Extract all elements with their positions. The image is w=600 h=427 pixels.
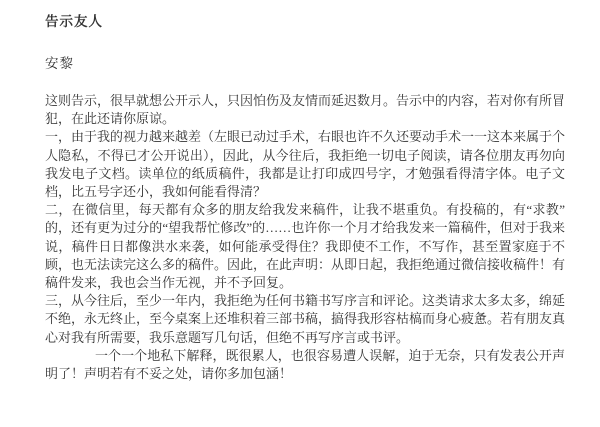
document-author: 安黎 [45, 56, 74, 71]
paragraph-closing: 一个一个地私下解释，既很累人，也很容易遭人误解，迫于无奈，只有发表公开声明了！声明若有不妥之处，请你多加包涵！ [45, 347, 565, 382]
paragraph-item-3: 三，从今往后，至少一年内，我拒绝为任何书籍书写序言和评论。这类请求太多太多，绵延不绝，永无终止，至今桌案上还堆积着三部书稿，搞得我形容枯槁而身心疲惫。若有朋友真心对我有所需要，我乐意题写几句话，但绝不再写序言或书评。 [45, 293, 566, 345]
paragraph-item-2: 二，在微信里，每天都有众多的朋友给我发来稿件，让我不堪重负。有投稿的，有“求教”的，还有更为过分的“望我帮忙修改”的……也许你一个月才给我发来一篇稿件，但对于我来说，稿件日日都像洪水来袭，如何能承受得住？我即使不工作，不写作，甚至置家庭于不顾，也无法读完这么多的稿件。因此，在此声明：从即日起，我拒绝通过微信接收稿件！有稿件发来，我也会当作无视，并不予回复。 [45, 202, 566, 291]
document-body [45, 92, 565, 383]
paragraph-item-1: 一，由于我的视力越来越差（左眼已动过手术，右眼也许不久还要动手术一一这本来属于个人隐私，不得已才公开说出），因此，从今往后，我拒绝一切电子阅读，请各位朋友再勿向我发电子文档。读单位的纸质稿件，我都是让打印成四号字，才勉强看得清字体。电子文档，比五号字还小，我如何能看得清？ [45, 129, 566, 200]
paragraph-intro: 这则告示，很早就想公开示人，只因怕伤及友情而延迟数月。告示中的内容，若对你有所冒犯，在此还请你原谅。 [45, 93, 566, 127]
document-title: 告示友人 [45, 14, 103, 29]
